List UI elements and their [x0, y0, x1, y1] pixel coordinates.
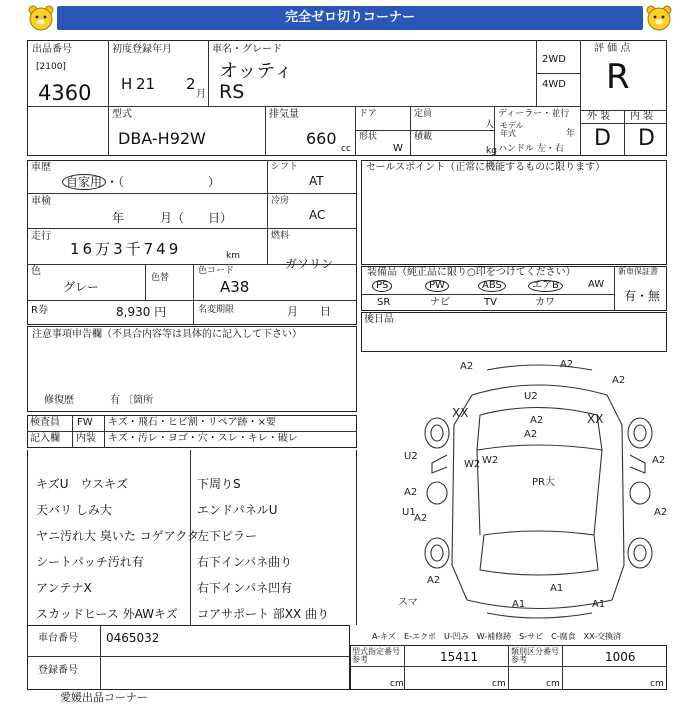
r-ticket-label: R券: [31, 305, 48, 316]
diagram-mark: A2: [524, 429, 538, 440]
diagram-mark: A2: [414, 513, 428, 524]
class-label: 類別区分番号 参考: [511, 647, 559, 664]
cm-unit-4: cm: [650, 679, 664, 689]
sales-point-label: セールスポイント（正常に機能するものに限ります）: [366, 162, 606, 173]
diagram-mark: A2: [427, 575, 441, 586]
equipment-item: AW: [588, 279, 605, 290]
diagram-mark: A1: [550, 583, 564, 594]
diagram-mark: U1: [402, 507, 416, 518]
cooler-value: AC: [309, 208, 326, 222]
diagram-mark: W2: [482, 455, 499, 466]
cm-unit-3: cm: [546, 679, 560, 689]
fw-items: キズ・飛石・ヒビ割・リペア跡・×要: [108, 417, 276, 428]
first-reg-era: H: [121, 75, 133, 93]
equipment-item: ナビ: [430, 297, 450, 308]
chassis-label: 車台番号: [38, 633, 78, 644]
repair-history-value: 有 〔箇所: [110, 395, 154, 406]
diagram-mark: スマ: [398, 597, 418, 608]
class-value: 1006: [605, 650, 636, 664]
interior-tag: 内装: [76, 433, 96, 444]
load-label: 積載: [414, 132, 433, 142]
inspector-label: 検査員: [30, 417, 60, 428]
car-name: オッティ: [219, 60, 293, 82]
model-value: DBA-H92W: [118, 129, 206, 148]
model-label: 型式: [112, 109, 132, 120]
diagram-mark: A2: [460, 361, 474, 372]
equipment-item: カワ: [535, 297, 555, 308]
mascot-right-icon: [644, 4, 674, 32]
rear-seat-box: [361, 312, 667, 352]
shift-label: シフト: [271, 162, 299, 172]
year-unit: 年: [566, 129, 576, 139]
chassis-value: 0465032: [106, 631, 160, 645]
drive-4wd: 4WD: [542, 79, 566, 90]
exterior-grade: D: [594, 126, 611, 151]
car-grade: RS: [219, 81, 245, 103]
equipment-item: PW: [425, 280, 449, 292]
dealer-label: ディーラー・並行: [498, 109, 570, 119]
fuel-label: 燃料: [271, 231, 290, 241]
first-reg-year: 21: [136, 75, 156, 93]
diagram-mark: A1: [592, 599, 606, 610]
diagram-mark: PR大: [532, 477, 555, 488]
door-label: ドア: [359, 109, 377, 119]
month-unit: 月: [196, 89, 206, 100]
rear-seat-label: 後日品: [364, 314, 394, 325]
km-unit: km: [226, 251, 240, 261]
cm-unit-1: cm: [390, 679, 404, 689]
name-label: 車名・グレード: [212, 44, 282, 55]
history-label: 車歴: [31, 162, 51, 173]
first-reg-label: 初度登録年月: [112, 44, 172, 55]
equipment-item: エアB: [528, 280, 563, 292]
type-cert-value: 15411: [440, 650, 479, 664]
capacity-label: 定員: [414, 109, 433, 119]
color-code: A38: [220, 278, 250, 296]
equipment-item: PS: [372, 280, 392, 292]
shape-label: 形状: [359, 132, 378, 142]
history-value: 自家用: [62, 174, 106, 190]
name-change-label: 名変期限: [198, 305, 235, 315]
handwritten-note: 右下インパネ曲り: [197, 555, 293, 569]
shift-value: AT: [309, 174, 324, 188]
mileage-value: 16万3千749: [70, 240, 182, 258]
equipment-item: SR: [377, 297, 391, 308]
car-damage-diagram: [392, 355, 682, 625]
write-label: 記入欄: [30, 433, 60, 444]
lot-sub: [2100]: [36, 62, 66, 72]
color-code-label: 色コード: [198, 266, 235, 276]
cc-unit: cc: [341, 144, 351, 154]
exhibit-corner: 愛媛出品コーナー: [60, 691, 148, 704]
handwritten-note: 右下インパネ凹有: [197, 581, 293, 595]
legend: A-キズ E-エクボ U-凹み W-補修跡 S-サビ C-腐食 XX-交換済: [372, 632, 622, 641]
diagram-mark: U2: [404, 451, 418, 462]
lot-number: 4360: [38, 81, 92, 105]
person-unit: 人: [485, 120, 495, 130]
diagram-mark: A2: [612, 375, 626, 386]
diagram-mark: XX: [587, 412, 604, 426]
handwritten-note: シートパッチ汚れ有: [36, 555, 144, 569]
history-paren: ・（ ）: [106, 175, 221, 189]
banner-title: 完全ゼロ切りコーナー: [57, 6, 643, 30]
mascot-left-icon: [26, 4, 56, 32]
diagram-mark: A2: [560, 359, 574, 370]
r-ticket-value: 8,930 円: [116, 305, 167, 319]
warranty-label: 新車保証書: [618, 267, 658, 276]
equipment-label: 装備品（純正品に限り○印をつけてください）: [367, 267, 576, 278]
color-value: グレー: [63, 280, 100, 294]
color-label: 色: [31, 266, 41, 277]
first-reg-month: 2: [186, 75, 196, 93]
handwritten-note: 下周りS: [197, 477, 241, 491]
diagram-mark: A2: [652, 455, 666, 466]
cm-unit-2: cm: [492, 679, 506, 689]
score-value: R: [606, 57, 630, 97]
kg-unit: kg: [486, 146, 497, 156]
inspection-fields: 年 月（ 日）: [112, 211, 233, 225]
handle-label: ハンドル 左・右: [498, 144, 564, 154]
repair-history-label: 修復歴: [44, 395, 74, 406]
type-cert-label: 型式指定番号 参考: [352, 647, 400, 664]
fw-tag: FW: [77, 417, 93, 428]
handwritten-note: 天バリ しみ大: [36, 503, 112, 517]
history-value-wrap: [62, 176, 220, 188]
handwritten-note: コアサポート 部XX 曲り: [197, 607, 330, 621]
cooler-label: 冷房: [271, 196, 290, 206]
model-year-label: モデル 年式: [500, 121, 524, 138]
sales-point-box: [361, 160, 667, 265]
lot-label: 出品番号: [32, 44, 72, 55]
handwritten-note: エンドパネルU: [197, 503, 278, 517]
fuel-value: ガソリン: [285, 257, 334, 271]
handwritten-note: スカッドヒース 外AWキズ: [36, 607, 178, 621]
exterior-label: 外 装: [587, 111, 611, 122]
mileage-label: 走行: [31, 231, 51, 242]
notes-label: 注意事項申告欄（不具合内容等は具体的に記入して下さい）: [32, 329, 302, 340]
equipment-item: ABS: [478, 280, 506, 292]
color-change-label: 色替: [151, 273, 170, 283]
interior-items: キズ・汚レ・ヨゴ・穴・スレ・キレ・破レ: [108, 433, 298, 444]
score-label: 評 価 点: [594, 43, 631, 54]
reg-label: 登録番号: [38, 665, 78, 676]
warranty-value: 有・無: [624, 289, 661, 303]
diagram-mark: U2: [524, 391, 538, 402]
diagram-mark: A2: [404, 487, 418, 498]
name-change-fields: 月 日: [287, 305, 331, 318]
handwritten-note: キズU ウスキズ: [36, 477, 128, 491]
shape-value: W: [393, 143, 403, 154]
displacement-label: 排気量: [269, 109, 299, 120]
drive-2wd: 2WD: [542, 54, 566, 65]
diagram-mark: W2: [464, 459, 481, 470]
diagram-mark: XX: [452, 406, 469, 420]
inspection-label: 車検: [31, 196, 51, 207]
equipment-item: TV: [484, 297, 497, 308]
displacement-value: 660: [306, 129, 337, 148]
handwritten-note: 左下ピラー: [197, 529, 258, 543]
handwritten-note: アンテナX: [36, 581, 92, 595]
diagram-mark: A2: [654, 507, 668, 518]
diagram-mark: A1: [512, 599, 526, 610]
interior-grade: D: [638, 126, 655, 151]
handwritten-note: ヤニ汚れ大 臭いた コゲアクタ: [36, 529, 200, 543]
diagram-mark: A2: [530, 415, 544, 426]
interior-label: 内 装: [630, 111, 654, 122]
